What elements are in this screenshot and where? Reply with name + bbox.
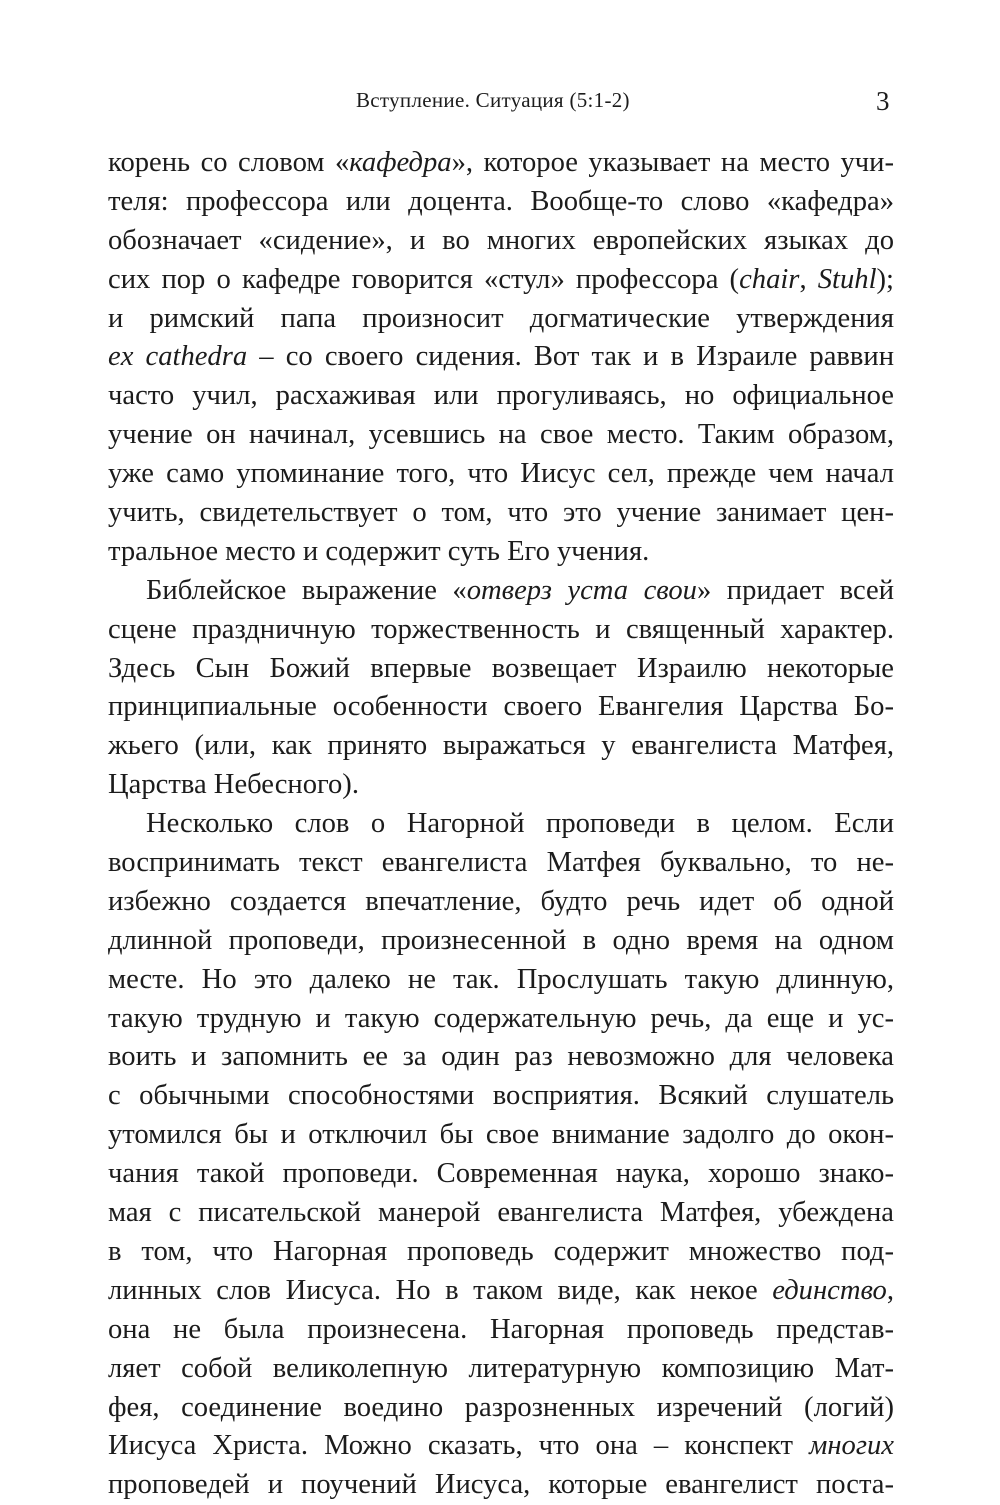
text-line — [108, 1350, 894, 1389]
italic-text: кафедра — [349, 147, 452, 178]
text-segment: она не была произнесена. Нагорная проповедь представ- — [108, 1313, 894, 1345]
running-head — [0, 88, 1000, 118]
text-segment: жьего (или, как принято выражаться у евангелиста Матфея, — [108, 730, 894, 762]
text-segment: Царства Небесного). — [108, 769, 359, 801]
body-text — [108, 144, 894, 1505]
text-line — [108, 805, 894, 844]
paragraph — [108, 144, 894, 572]
paragraph — [108, 805, 894, 1505]
italic-text: ex cathedra — [108, 341, 248, 373]
text-line — [108, 922, 894, 961]
text-line — [108, 766, 894, 805]
text-segment: обозначает «сидение», и во многих европейских языках до — [108, 224, 894, 256]
text-line — [108, 416, 894, 455]
text-line — [108, 1466, 894, 1505]
text-segment: уже само упоминание того, что Иисус сел, прежде чем начал — [108, 458, 894, 490]
paragraph — [108, 572, 894, 805]
text-segment: корень со словом « — [108, 147, 350, 178]
text-segment: мая с писательской манерой евангелиста Матфея, убеждена — [108, 1197, 894, 1229]
text-line — [108, 961, 894, 1000]
italic-text: единство — [772, 1274, 887, 1306]
text-line — [108, 533, 894, 572]
text-line — [108, 1116, 894, 1155]
text-segment: », которое указывает на место учи- — [451, 147, 894, 178]
text-line — [108, 494, 894, 533]
text-line — [108, 1155, 894, 1194]
text-line — [108, 1311, 894, 1350]
text-segment: избежно создается впечатление, будто речь идет об одной — [108, 885, 894, 917]
italic-text: chair — [739, 263, 800, 295]
text-segment: Здесь Сын Божий впервые возвещает Израилю некоторые — [108, 652, 894, 684]
text-line — [108, 1427, 894, 1466]
text-segment: сих пор о кафедре говорится «стул» профессора ( — [108, 263, 740, 295]
text-segment: сцене праздничную торжественность и священный характер. — [108, 613, 894, 645]
text-line — [108, 1077, 894, 1116]
text-line — [108, 650, 894, 689]
text-segment: фея, соединение воедино разрозненных изречений (логий) — [108, 1391, 894, 1423]
text-segment: принципиальные особенности своего Евангелия Царства Бо- — [108, 691, 894, 723]
text-segment: и римский папа произносит догматические утверждения — [108, 302, 894, 334]
italic-text: многих — [809, 1430, 894, 1462]
text-segment: учить, свидетельствует о том, что это учение занимает цен- — [108, 497, 894, 529]
text-segment: теля: профессора или доцента. Вообще-то слово «кафедра» — [108, 185, 894, 217]
text-line — [108, 572, 894, 611]
text-segment: учение он начинал, усевшись на свое место. Таким образом, — [108, 419, 894, 451]
running-title: Вступление. Ситуация (5:1-2) — [356, 88, 630, 112]
text-line — [108, 611, 894, 650]
text-line — [108, 455, 894, 494]
text-segment: воспринимать текст евангелиста Матфея буквально, то не- — [108, 847, 894, 879]
text-segment: часто учил, расхаживая или прогуливаясь, но официальное — [108, 380, 894, 412]
text-line — [108, 727, 894, 766]
text-segment: Библейское выражение « — [146, 574, 467, 606]
text-line — [108, 1272, 894, 1311]
text-line — [108, 1038, 894, 1077]
italic-text: Stuhl — [817, 263, 877, 295]
text-segment: линных слов Иисуса. Но в таком виде, как некое — [108, 1274, 773, 1306]
text-segment: такую трудную и такую содержательную речь, да еще и ус- — [108, 1002, 894, 1034]
text-segment: с обычными способностями восприятия. Всякий слушатель — [108, 1080, 894, 1112]
text-line — [108, 300, 894, 339]
italic-text: отверз уста свои — [466, 574, 697, 606]
text-line — [108, 883, 894, 922]
text-segment: чания такой проповеди. Современная наука, хорошо знако- — [108, 1158, 894, 1190]
text-segment: ляет собой великолепную литературную композицию Мат- — [108, 1352, 894, 1384]
text-segment: » придает всей — [696, 574, 895, 606]
text-segment: месте. Но это далеко не так. Прослушать такую длинную, — [108, 963, 894, 995]
text-segment: ); — [876, 263, 894, 295]
text-line — [108, 844, 894, 883]
text-line — [108, 688, 894, 727]
text-line — [108, 222, 894, 261]
text-segment: Иисуса Христа. Можно сказать, что она – конспект — [108, 1430, 810, 1462]
text-line — [108, 183, 894, 222]
text-segment: длинной проповеди, произнесенной в одно время на одном — [108, 924, 894, 956]
text-line — [108, 377, 894, 416]
text-line — [108, 261, 894, 300]
text-line — [108, 1000, 894, 1039]
text-line — [108, 1389, 894, 1428]
text-segment: утомился бы и отключил бы свое внимание задолго до окон- — [108, 1119, 894, 1151]
text-segment: , — [886, 1274, 894, 1306]
page-number: 3 — [876, 86, 890, 116]
text-segment: , — [799, 263, 818, 295]
text-segment: воить и запомнить ее за один раз невозможно для человека — [108, 1041, 894, 1073]
text-segment: – со своего сидения. Вот так и в Израиле раввин — [247, 341, 894, 373]
text-segment: проповедей и поучений Иисуса, которые евангелист поста- — [108, 1469, 894, 1501]
text-segment: в том, что Нагорная проповедь содержит множество под- — [108, 1235, 894, 1267]
text-segment: тральное место и содержит суть Его учения. — [108, 535, 650, 567]
text-line — [108, 1194, 894, 1233]
text-segment: Несколько слов о Нагорной проповеди в целом. Если — [146, 808, 894, 840]
text-line — [108, 338, 894, 377]
text-line — [108, 1233, 894, 1272]
text-line — [108, 144, 894, 183]
